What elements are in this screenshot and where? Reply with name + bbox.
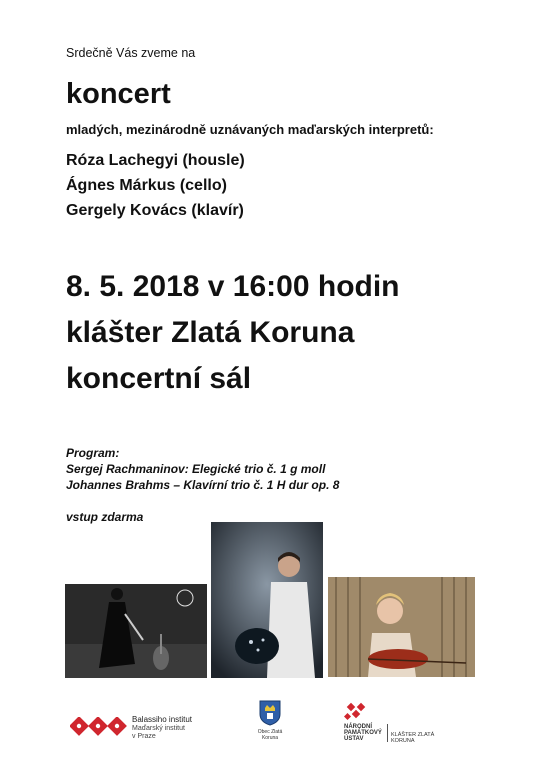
- npu-divider: [387, 724, 388, 742]
- npu-line1: NÁRODNÍ: [344, 724, 372, 730]
- npu-emblem-icon: [344, 702, 368, 724]
- obec-name: Obec Zlatá Koruna: [257, 729, 283, 741]
- photo-cellist: [65, 584, 207, 678]
- event-venue: klášter Zlatá Koruna: [66, 316, 355, 349]
- logo-npu: [344, 702, 444, 742]
- balassi-line1: Maďarský institut: [132, 725, 185, 732]
- photo-violinist: [328, 577, 475, 677]
- npu-partner: KLÁŠTER ZLATÁ KORUNA: [391, 732, 435, 744]
- program-item-brahms: Johannes Brahms – Klavírní trio č. 1 H dur op. 8: [66, 478, 340, 492]
- event-hall: koncertní sál: [66, 362, 252, 395]
- program-item-rachmaninov: Sergej Rachmaninov: Elegické trio č. 1 g moll: [66, 462, 326, 476]
- npu-line2: PAMÁTKOVÝ: [344, 730, 382, 736]
- logo-balassi: [70, 716, 200, 740]
- balassi-emblem-icon: [70, 717, 128, 737]
- coat-of-arms-icon: [259, 700, 281, 726]
- performer-cello: Ágnes Márkus (cello): [66, 177, 227, 194]
- balassi-line2: v Praze: [132, 733, 156, 740]
- event-datetime: 8. 5. 2018 v 16:00 hodin: [66, 270, 400, 303]
- photo-pianist: [211, 522, 323, 678]
- performer-piano: Gergely Kovács (klavír): [66, 202, 244, 219]
- balassi-name: Balassiho institut: [132, 715, 193, 724]
- logo-obec: [250, 700, 290, 744]
- subtitle: mladých, mezinárodně uznávaných maďarských interpretů:: [66, 122, 434, 137]
- performer-violin: Róza Lachegyi (housle): [66, 152, 245, 169]
- invitation-text: Srdečně Vás zveme na: [66, 46, 196, 60]
- admission-text: vstup zdarma: [66, 510, 144, 524]
- program-heading: Program:: [66, 446, 120, 460]
- concert-title: koncert: [66, 78, 171, 110]
- npu-line3: ÚSTAV: [344, 736, 364, 742]
